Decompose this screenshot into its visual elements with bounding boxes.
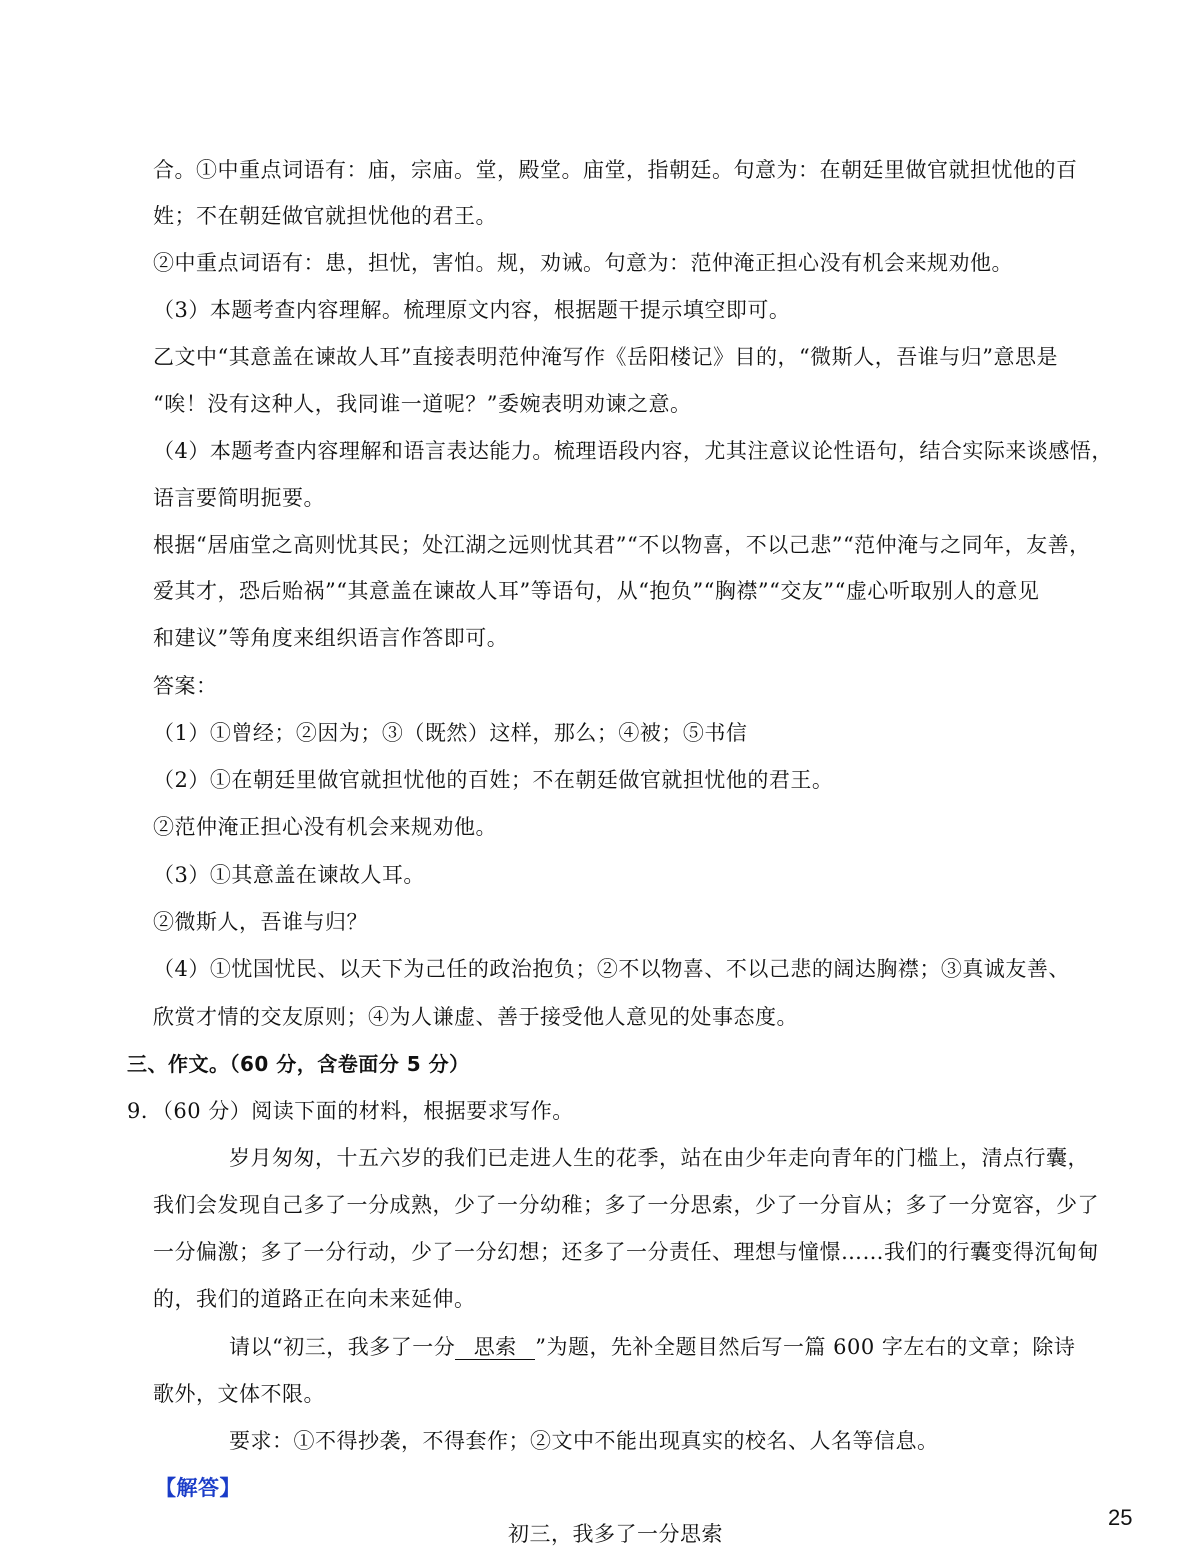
title-blank: 思索	[455, 1335, 535, 1360]
text-line: 语言要简明扼要。	[153, 486, 325, 510]
material-line: 我们会发现自己多了一分成熟，少了一分幼稚；多了一分思索，少了一分盲从；多了一分宽容，少了	[153, 1193, 1099, 1217]
material-line: 的，我们的道路正在向未来延伸。	[153, 1287, 476, 1311]
text-line: 姓；不在朝廷做官就担忧他的君王。	[153, 204, 497, 228]
section-heading: 三、作文。（60 分，含卷面分 5 分）	[127, 1052, 470, 1076]
page-number: 25	[1108, 1505, 1133, 1530]
text-line: 合。①中重点词语有：庙，宗庙。堂，殿堂。庙堂，指朝廷。句意为：在朝廷里做官就担忧他的百	[153, 158, 1078, 182]
prompt-line-2: 歌外，文体不限。	[153, 1382, 325, 1406]
text-line: 爱其才，恐后贻祸”“其意盖在谏故人耳”等语句，从“抱负”“胸襟”“交友”“虚心听取别人的意见	[153, 579, 1040, 603]
answer-line: ②范仲淹正担心没有机会来规劝他。	[153, 815, 497, 839]
text-line: （4）本题考查内容理解和语言表达能力。梳理语段内容，尤其注意议论性语句，结合实际来谈感悟，	[153, 439, 1113, 463]
answer-line: （3）①其意盖在谏故人耳。	[153, 863, 425, 887]
prompt-line	[229, 1332, 1075, 1362]
answer-line: ②微斯人，吾谁与归？	[153, 910, 368, 934]
text-line: ②中重点词语有：患，担忧，害怕。规，劝诫。句意为：范仲淹正担心没有机会来规劝他。	[153, 251, 1013, 275]
answer-heading: 【解答】	[155, 1475, 241, 1500]
prompt-before: 请以“初三，我多了一分	[229, 1335, 456, 1359]
answer-line: （1）①曾经；②因为；③（既然）这样，那么；④被；⑤书信	[153, 721, 748, 745]
question-line: 9．（60 分）阅读下面的材料，根据要求写作。	[127, 1099, 574, 1123]
prompt-after: ”为题，先补全题目然后写一篇 600 字左右的文章；除诗	[535, 1335, 1076, 1359]
text-line: 乙文中“其意盖在谏故人耳”直接表明范仲淹写作《岳阳楼记》目的，“微斯人，吾谁与归”意思是	[153, 345, 1058, 369]
material-line: 岁月匆匆，十五六岁的我们已走进人生的花季，站在由少年走向青年的门槛上，清点行囊，	[229, 1146, 1089, 1170]
answer-label: 答案：	[153, 674, 218, 698]
text-line: 和建议”等角度来组织语言作答即可。	[153, 626, 509, 650]
text-line: （3）本题考查内容理解。梳理原文内容，根据题干提示填空即可。	[153, 298, 791, 322]
answer-line: （4）①忧国忧民、以天下为己任的政治抱负；②不以物喜、不以己悲的阔达胸襟；③真诚友善、	[153, 957, 1070, 981]
requirement-line: 要求：①不得抄袭，不得套作；②文中不能出现真实的校名、人名等信息。	[229, 1429, 939, 1453]
text-line: 根据“居庙堂之高则忧其民；处江湖之远则忧其君”“不以物喜，不以己悲”“范仲淹与之同年，友善，	[153, 533, 1091, 557]
answer-line: 欣赏才情的交友原则；④为人谦虚、善于接受他人意见的处事态度。	[153, 1005, 798, 1029]
essay-title: 初三，我多了一分思索	[508, 1522, 723, 1546]
answer-line: （2）①在朝廷里做官就担忧他的百姓；不在朝廷做官就担忧他的君王。	[153, 768, 834, 792]
text-line: “唉！没有这种人，我同谁一道呢？”委婉表明劝谏之意。	[153, 392, 692, 416]
material-line: 一分偏激；多了一分行动，少了一分幻想；还多了一分责任、理想与憧憬……我们的行囊变得沉甸甸	[153, 1240, 1099, 1264]
